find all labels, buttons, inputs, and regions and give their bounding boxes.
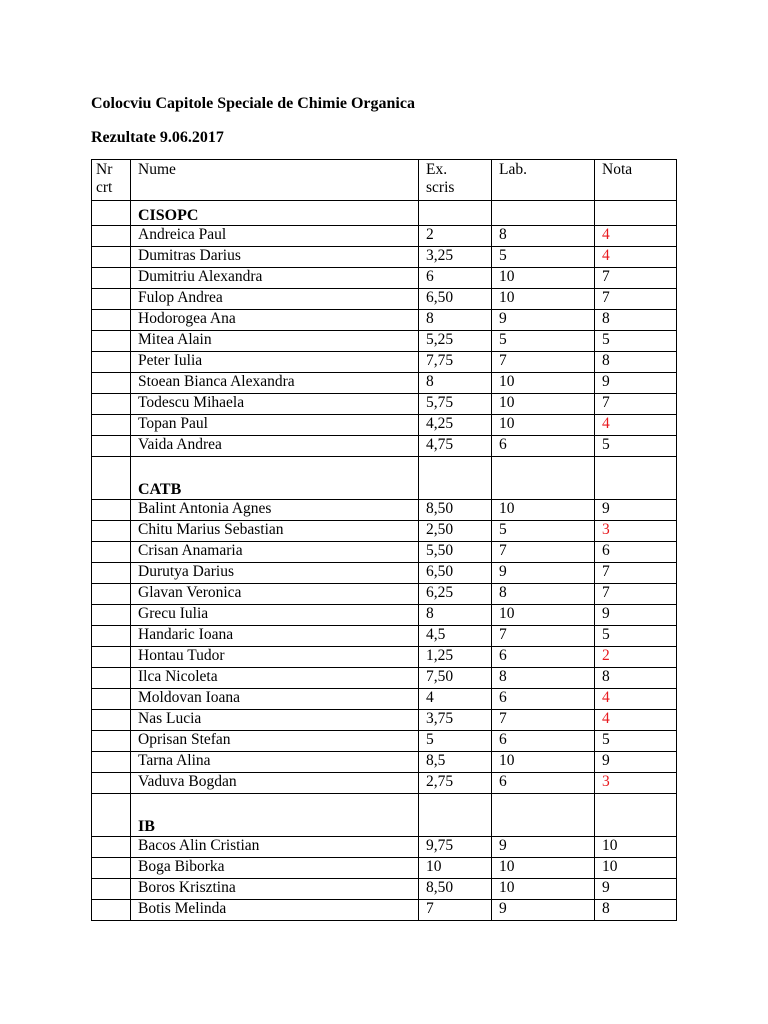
student-name: Durutya Darius (131, 563, 419, 584)
nr-cell (92, 542, 131, 563)
results-table-body (92, 160, 677, 921)
nota-value: 6 (595, 542, 677, 563)
empty-cell (595, 794, 677, 837)
lab-value: 6 (492, 647, 595, 668)
student-name: Dumitras Darius (131, 247, 419, 268)
header-nr-crt: Nr crt (92, 160, 131, 201)
nota-value: 3 (595, 773, 677, 794)
student-name: Peter Iulia (131, 352, 419, 373)
ex-scris-value: 1,25 (419, 647, 492, 668)
student-name: Grecu Iulia (131, 605, 419, 626)
document-title: Colocviu Capitole Speciale de Chimie Organica (91, 95, 415, 112)
student-name: Nas Lucia (131, 710, 419, 731)
table-row (92, 900, 677, 921)
lab-value: 10 (492, 289, 595, 310)
nota-value: 8 (595, 352, 677, 373)
nr-cell (92, 226, 131, 247)
lab-value: 10 (492, 605, 595, 626)
nr-cell (92, 752, 131, 773)
table-row (92, 373, 677, 394)
table-row (92, 626, 677, 647)
nota-value: 9 (595, 500, 677, 521)
ex-scris-value: 2,75 (419, 773, 492, 794)
empty-cell (492, 794, 595, 837)
nr-cell (92, 310, 131, 331)
ex-scris-value: 5 (419, 731, 492, 752)
student-name: Hodorogea Ana (131, 310, 419, 331)
lab-value: 8 (492, 584, 595, 605)
student-name: Vaida Andrea (131, 436, 419, 457)
table-row (92, 436, 677, 457)
nota-value: 4 (595, 689, 677, 710)
lab-value: 6 (492, 773, 595, 794)
table-row (92, 605, 677, 626)
ex-scris-value: 7 (419, 900, 492, 921)
group-name: CATB (131, 457, 419, 500)
nota-value: 7 (595, 289, 677, 310)
table-row (92, 310, 677, 331)
nr-cell (92, 710, 131, 731)
lab-value: 10 (492, 268, 595, 289)
ex-scris-value: 5,50 (419, 542, 492, 563)
lab-value: 7 (492, 710, 595, 731)
nr-cell (92, 352, 131, 373)
lab-value: 10 (492, 373, 595, 394)
lab-value: 10 (492, 394, 595, 415)
group-row (92, 457, 677, 500)
nota-value: 5 (595, 731, 677, 752)
lab-value: 9 (492, 563, 595, 584)
lab-value: 6 (492, 689, 595, 710)
lab-value: 7 (492, 352, 595, 373)
empty-cell (419, 457, 492, 500)
ex-scris-value: 10 (419, 858, 492, 879)
nota-value: 4 (595, 247, 677, 268)
nr-cell (92, 500, 131, 521)
nota-value: 3 (595, 521, 677, 542)
ex-scris-value: 6,50 (419, 289, 492, 310)
empty-cell (595, 457, 677, 500)
nr-cell (92, 521, 131, 542)
header-ex-scris: Ex. scris (419, 160, 492, 201)
table-row (92, 563, 677, 584)
lab-value: 8 (492, 668, 595, 689)
nr-cell (92, 331, 131, 352)
empty-cell (92, 794, 131, 837)
student-name: Moldovan Ioana (131, 689, 419, 710)
ex-scris-value: 8 (419, 373, 492, 394)
nota-value: 7 (595, 394, 677, 415)
lab-value: 5 (492, 331, 595, 352)
ex-scris-value: 8,50 (419, 500, 492, 521)
ex-scris-value: 8 (419, 605, 492, 626)
empty-cell (419, 201, 492, 226)
student-name: Hontau Tudor (131, 647, 419, 668)
nr-cell (92, 858, 131, 879)
table-header-row (92, 160, 677, 201)
table-row (92, 521, 677, 542)
lab-value: 10 (492, 415, 595, 436)
nr-cell (92, 436, 131, 457)
student-name: Glavan Veronica (131, 584, 419, 605)
table-row (92, 689, 677, 710)
nota-value: 4 (595, 710, 677, 731)
group-name: IB (131, 794, 419, 837)
nota-value: 5 (595, 626, 677, 647)
lab-value: 5 (492, 521, 595, 542)
nr-cell (92, 773, 131, 794)
student-name: Boros Krisztina (131, 879, 419, 900)
lab-value: 10 (492, 752, 595, 773)
empty-cell (92, 201, 131, 226)
nr-cell (92, 689, 131, 710)
table-row (92, 858, 677, 879)
ex-scris-value: 8,5 (419, 752, 492, 773)
nr-cell (92, 837, 131, 858)
ex-scris-value: 8 (419, 310, 492, 331)
nota-value: 9 (595, 752, 677, 773)
nr-cell (92, 247, 131, 268)
ex-scris-value: 5,25 (419, 331, 492, 352)
ex-scris-value: 4,5 (419, 626, 492, 647)
empty-cell (419, 794, 492, 837)
student-name: Chitu Marius Sebastian (131, 521, 419, 542)
table-row (92, 226, 677, 247)
table-row (92, 415, 677, 436)
ex-scris-value: 3,75 (419, 710, 492, 731)
lab-value: 10 (492, 500, 595, 521)
nr-cell (92, 900, 131, 921)
student-name: Oprisan Stefan (131, 731, 419, 752)
table-row (92, 542, 677, 563)
table-row (92, 710, 677, 731)
lab-value: 8 (492, 226, 595, 247)
student-name: Bacos Alin Cristian (131, 837, 419, 858)
table-row (92, 500, 677, 521)
empty-cell (92, 457, 131, 500)
lab-value: 10 (492, 879, 595, 900)
student-name: Tarna Alina (131, 752, 419, 773)
student-name: Todescu Mihaela (131, 394, 419, 415)
ex-scris-value: 9,75 (419, 837, 492, 858)
group-row (92, 794, 677, 837)
nr-cell (92, 626, 131, 647)
ex-scris-value: 7,75 (419, 352, 492, 373)
table-row (92, 668, 677, 689)
nr-cell (92, 731, 131, 752)
nota-value: 8 (595, 900, 677, 921)
nota-value: 9 (595, 373, 677, 394)
header-nota: Nota (595, 160, 677, 201)
student-name: Crisan Anamaria (131, 542, 419, 563)
table-row (92, 394, 677, 415)
nr-cell (92, 373, 131, 394)
nr-cell (92, 268, 131, 289)
lab-value: 9 (492, 900, 595, 921)
ex-scris-value: 7,50 (419, 668, 492, 689)
table-row (92, 268, 677, 289)
student-name: Ilca Nicoleta (131, 668, 419, 689)
table-row (92, 731, 677, 752)
lab-value: 9 (492, 310, 595, 331)
ex-scris-value: 6,25 (419, 584, 492, 605)
header-nume: Nume (131, 160, 419, 201)
lab-value: 6 (492, 731, 595, 752)
student-name: Boga Biborka (131, 858, 419, 879)
table-row (92, 752, 677, 773)
table-row (92, 879, 677, 900)
student-name: Handaric Ioana (131, 626, 419, 647)
results-table (91, 159, 677, 921)
ex-scris-value: 3,25 (419, 247, 492, 268)
nota-value: 7 (595, 268, 677, 289)
lab-value: 7 (492, 626, 595, 647)
empty-cell (492, 457, 595, 500)
lab-value: 7 (492, 542, 595, 563)
nota-value: 2 (595, 647, 677, 668)
group-name: CISOPC (131, 201, 419, 226)
nr-cell (92, 584, 131, 605)
student-name: Vaduva Bogdan (131, 773, 419, 794)
student-name: Fulop Andrea (131, 289, 419, 310)
table-row (92, 289, 677, 310)
student-name: Andreica Paul (131, 226, 419, 247)
group-row (92, 201, 677, 226)
student-name: Botis Melinda (131, 900, 419, 921)
nota-value: 8 (595, 310, 677, 331)
table-row (92, 331, 677, 352)
table-row (92, 584, 677, 605)
header-lab: Lab. (492, 160, 595, 201)
nr-cell (92, 394, 131, 415)
nota-value: 7 (595, 563, 677, 584)
nota-value: 4 (595, 226, 677, 247)
student-name: Dumitriu Alexandra (131, 268, 419, 289)
table-row (92, 247, 677, 268)
lab-value: 5 (492, 247, 595, 268)
ex-scris-value: 4,25 (419, 415, 492, 436)
lab-value: 10 (492, 858, 595, 879)
nota-value: 8 (595, 668, 677, 689)
table-row (92, 647, 677, 668)
ex-scris-value: 4 (419, 689, 492, 710)
ex-scris-value: 5,75 (419, 394, 492, 415)
ex-scris-value: 6,50 (419, 563, 492, 584)
lab-value: 6 (492, 436, 595, 457)
nr-cell (92, 289, 131, 310)
nota-value: 10 (595, 837, 677, 858)
nota-value: 4 (595, 415, 677, 436)
nr-cell (92, 415, 131, 436)
nota-value: 9 (595, 605, 677, 626)
table-row (92, 352, 677, 373)
nota-value: 7 (595, 584, 677, 605)
student-name: Stoean Bianca Alexandra (131, 373, 419, 394)
ex-scris-value: 4,75 (419, 436, 492, 457)
ex-scris-value: 8,50 (419, 879, 492, 900)
nota-value: 10 (595, 858, 677, 879)
student-name: Balint Antonia Agnes (131, 500, 419, 521)
nr-cell (92, 563, 131, 584)
student-name: Topan Paul (131, 415, 419, 436)
table-row (92, 837, 677, 858)
ex-scris-value: 2 (419, 226, 492, 247)
nota-value: 9 (595, 879, 677, 900)
ex-scris-value: 6 (419, 268, 492, 289)
ex-scris-value: 2,50 (419, 521, 492, 542)
lab-value: 9 (492, 837, 595, 858)
nota-value: 5 (595, 436, 677, 457)
nr-cell (92, 647, 131, 668)
empty-cell (492, 201, 595, 226)
document-subtitle: Rezultate 9.06.2017 (91, 129, 224, 146)
student-name: Mitea Alain (131, 331, 419, 352)
nr-cell (92, 605, 131, 626)
table-row (92, 773, 677, 794)
empty-cell (595, 201, 677, 226)
nr-cell (92, 879, 131, 900)
nota-value: 5 (595, 331, 677, 352)
nr-cell (92, 668, 131, 689)
